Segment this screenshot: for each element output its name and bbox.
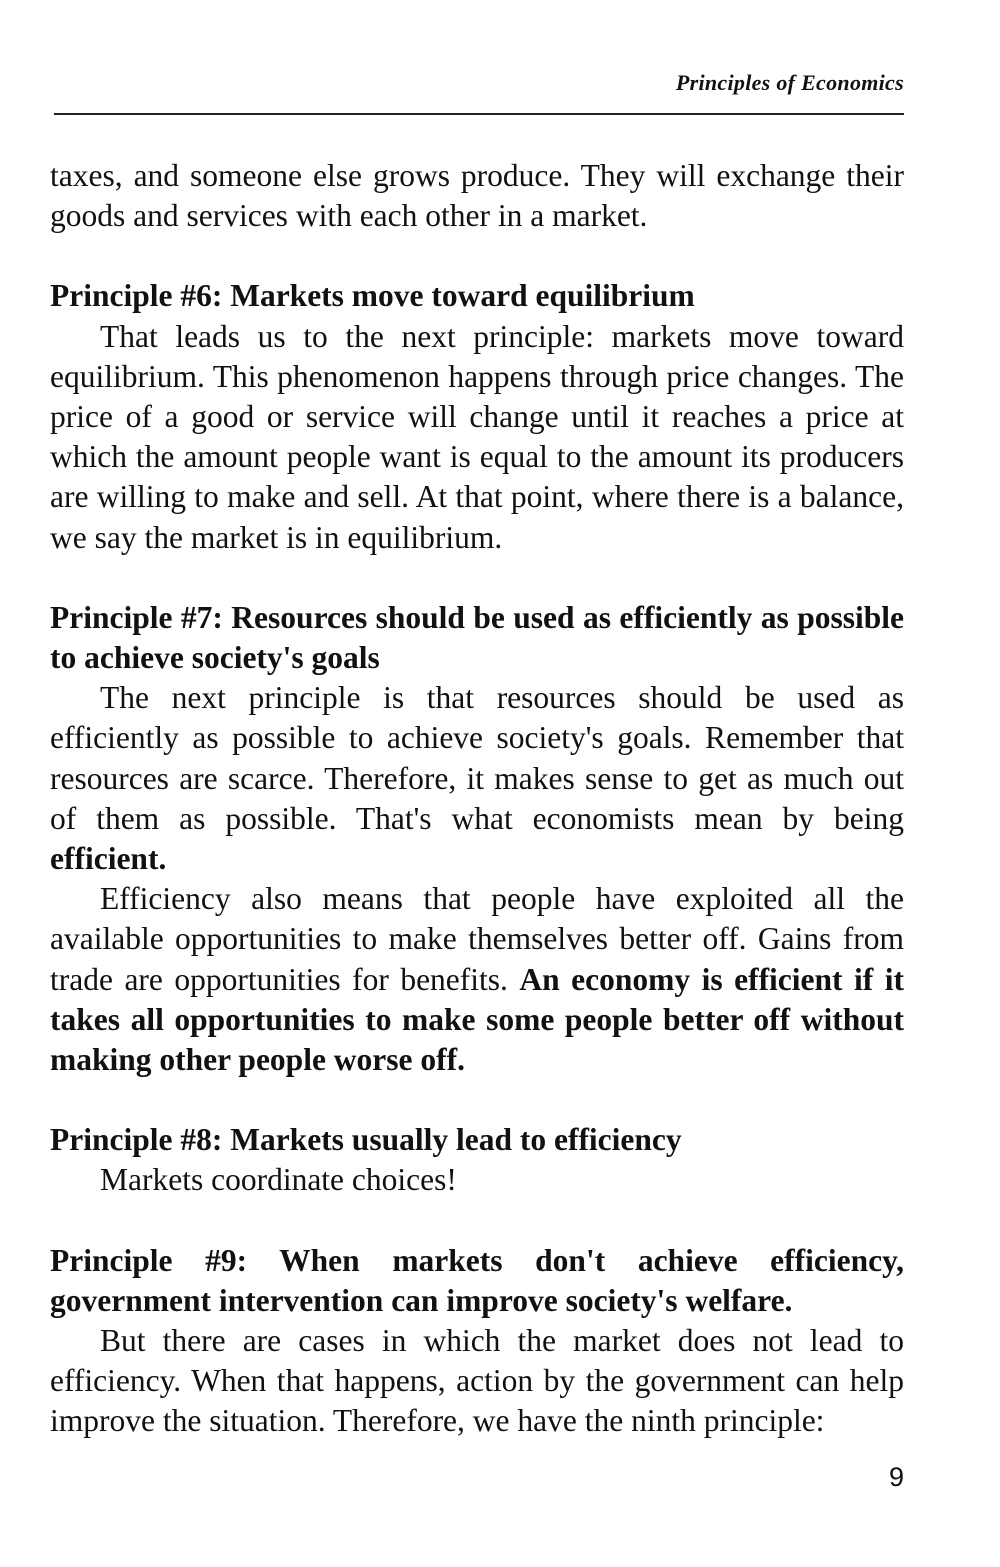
principle-8-heading: Principle #8: Markets usually lead to efficiency (50, 1122, 682, 1158)
principle-9-body: But there are cases in which the market does not lead to efficiency. When that happens, action by the government can help improve the situation. Therefore, we have the ninth principle: (50, 1323, 904, 1439)
principle-7-body-2-text: Efficiency also means that people have exploited all the available opportunities to make themselves better off. Gains from trade are opportunities for benefits. (50, 881, 904, 997)
principle-7-heading: Principle #7: Resources should be used as efficiently as possible to achieve society's goals (50, 599, 904, 676)
header-rule (54, 113, 904, 115)
principle-7-body-2 (50, 879, 904, 1080)
principle-6-heading: Principle #6: Markets move toward equilibrium (50, 278, 695, 314)
section-gap (50, 236, 904, 276)
principle-7-body-2-end: . (457, 1042, 466, 1078)
section-gap (50, 1201, 904, 1241)
section-gap (50, 1080, 904, 1120)
intro-paragraph: taxes, and someone else grows produce. They will exchange their goods and services with each other in a market. (50, 158, 904, 234)
principle-6-body: That leads us to the next principle: markets move toward equilibrium. This phenomenon happens through price changes. The price of a good or service will change until it reaches a price at which the amount people want is equal to the amount its producers are willing to make and sell. At that point, where there is a balance, we say the market is in equilibrium. (50, 318, 904, 555)
page-number: 9 (888, 1462, 904, 1492)
section-gap (50, 558, 904, 598)
principle-7-body-1-text: The next principle is that resources should be used as efficiently as possible to achieve society's goals. Remember that resources are scarce. Therefore, it makes sense to get as much out of them as possible. That's what economists mean by being (50, 680, 904, 836)
page-content (50, 156, 904, 1442)
principle-7-body-1 (50, 678, 904, 879)
term-efficient: efficient (50, 841, 159, 877)
running-head-title: Principles of Economics (675, 70, 904, 95)
principle-7-body-1-end: . (158, 841, 167, 877)
principle-9-heading: Principle #9: When markets don't achieve efficiency, government intervention can improve society's welfare. (50, 1242, 904, 1318)
principle-8-body: Markets coordinate choices! (100, 1162, 457, 1198)
efficiency-definition: An economy is efficient if it takes all opportunities to make some people better off without making other people worse off (50, 961, 904, 1078)
